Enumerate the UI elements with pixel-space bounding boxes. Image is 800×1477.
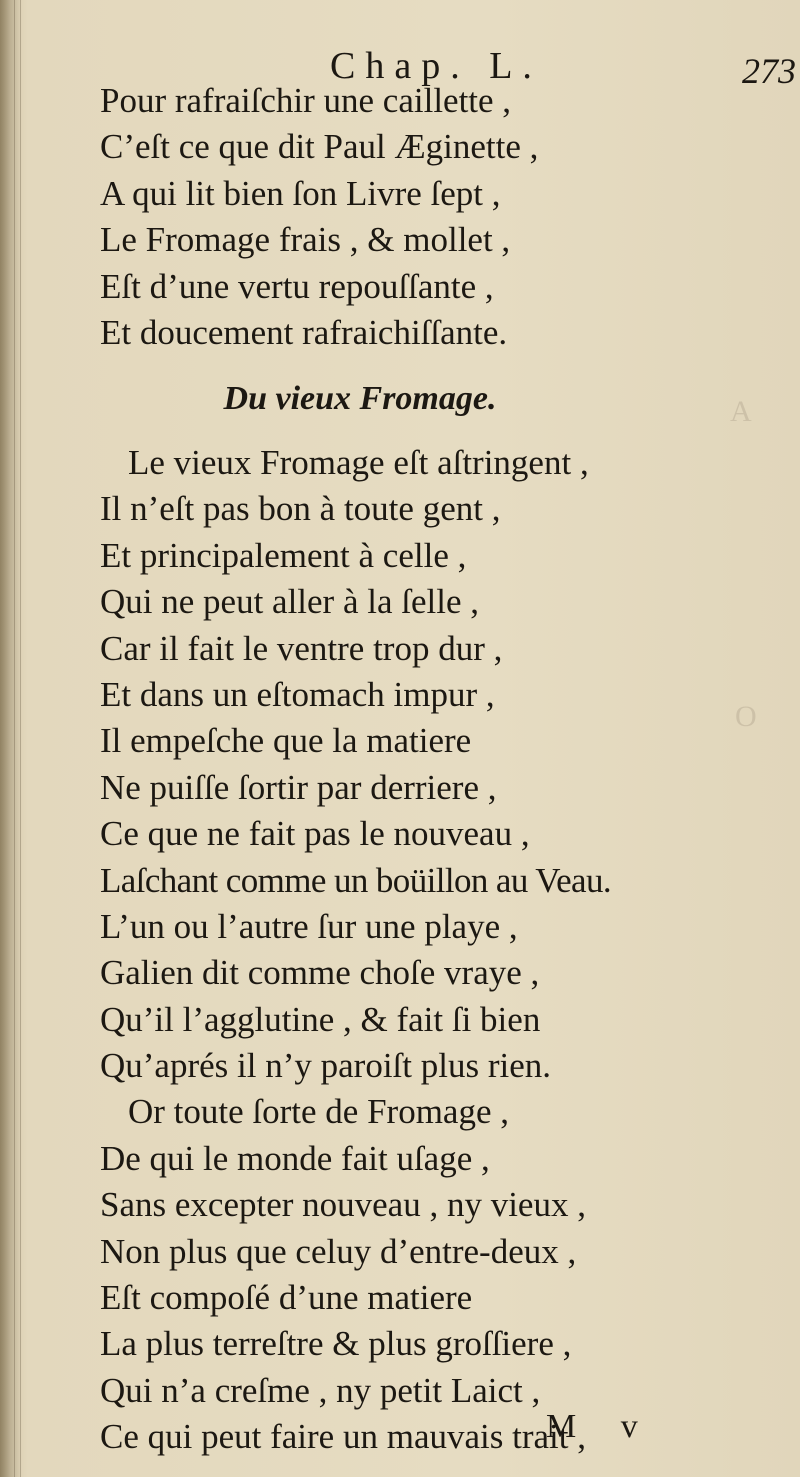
- bleed-through-mark: A: [730, 395, 752, 428]
- verse-line: Ce que ne fait pas le nouveau ,: [100, 814, 530, 854]
- verse-line: L’un ou l’autre ſur une playe ,: [100, 906, 518, 946]
- page-edge-line: [14, 0, 15, 1477]
- verse-stanza-old-cheese: [100, 440, 780, 1461]
- page-edge-line: [20, 0, 21, 1477]
- running-title: Chap. L.: [330, 45, 542, 87]
- page-number: 273: [742, 51, 796, 91]
- verse-line: Galien dit comme choſe vraye ,: [100, 953, 540, 993]
- verse-line: Eſt d’une vertu repouſſante ,: [100, 266, 494, 306]
- verse-line: Laſchant comme un boüillon au Veau.: [100, 860, 611, 900]
- verse-line: Le vieux Fromage eſt aſtringent ,: [128, 443, 589, 482]
- verse-line: Le Fromage frais , & mollet ,: [100, 220, 511, 260]
- verse-line: Ce qui peut faire un mauvais trait ,: [100, 1417, 586, 1457]
- verse-line: Eſt compoſé d’une matiere: [100, 1278, 473, 1318]
- verse-line: Non plus que celuy d’entre-deux ,: [100, 1231, 577, 1271]
- verse-line: Il n’eſt pas bon à toute gent ,: [100, 489, 501, 529]
- verse-line: Il empeſche que la matiere: [100, 721, 472, 761]
- gutter-shadow: [0, 0, 22, 1477]
- verse-line: Ne puiſſe ſortir par derriere ,: [100, 767, 497, 807]
- section-heading: Du vieux Fromage.: [223, 380, 497, 417]
- bleed-through-mark: O: [735, 700, 757, 733]
- verse-line: Qui n’a creſme , ny petit Laict ,: [100, 1370, 541, 1410]
- verse-line: De qui le monde fait uſage ,: [100, 1138, 490, 1178]
- verse-line: Sans excepter nouveau , ny vieux ,: [100, 1185, 586, 1225]
- verse-line: Et doucement rafraichiſſante.: [100, 312, 508, 352]
- signature-mark: M v: [546, 1408, 656, 1445]
- verse-line: A qui lit bien ſon Livre ſept ,: [100, 173, 501, 213]
- verse-line: Qu’aprés il n’y paroiſt plus rien.: [100, 1046, 552, 1086]
- verse-line: Or toute ſorte de Fromage ,: [128, 1092, 510, 1132]
- verse-line: Et principalement à celle ,: [100, 535, 467, 575]
- verse-line: Et dans un eſtomach impur ,: [100, 674, 495, 714]
- verse-line: Qu’il l’agglutine , & fait ſi bien: [100, 999, 541, 1039]
- verse-line: Car il fait le ventre trop dur ,: [100, 628, 503, 668]
- verse-line: Qui ne peut aller à la ſelle ,: [100, 582, 480, 622]
- verse-line: C’eſt ce que dit Paul Æginette ,: [100, 127, 539, 167]
- verse-line: Pour rafraiſchir une caillette ,: [100, 81, 512, 120]
- verse-stanza-fresh-cheese: [100, 78, 780, 356]
- verse-line: La plus terreſtre & plus groſſiere ,: [100, 1324, 572, 1364]
